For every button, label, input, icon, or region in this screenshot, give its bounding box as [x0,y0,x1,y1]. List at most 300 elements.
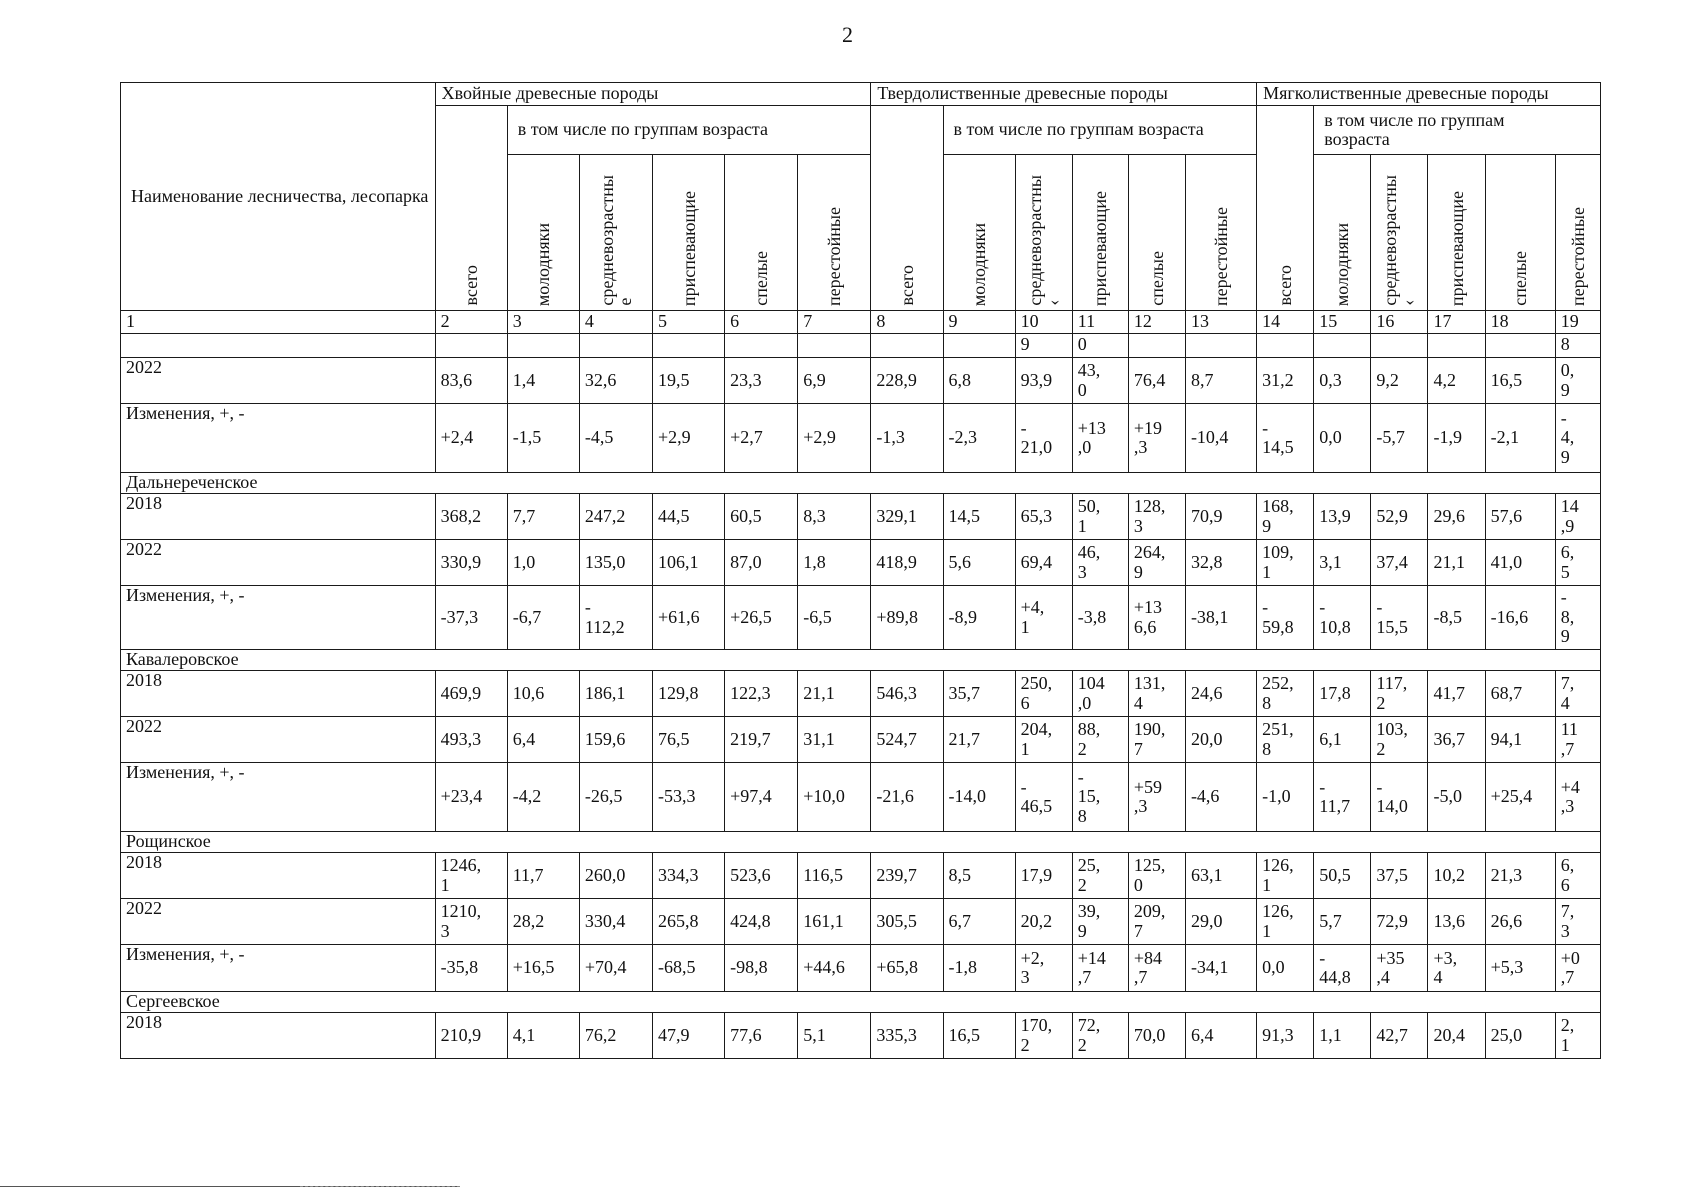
vertical-header: молодняки [1314,155,1371,311]
table-cell: 68,7 [1485,671,1555,717]
column-number-overflow [1428,334,1485,358]
table-cell: 76,2 [579,1013,652,1059]
table-cell: +14 ,7 [1072,945,1128,992]
section-row [121,473,1601,494]
table-cell: 330,9 [435,540,507,586]
table-cell: 93,9 [1015,358,1072,404]
table-cell: 26,6 [1485,899,1555,945]
table-cell: -1,5 [507,404,579,473]
column-number: 7 [798,311,871,334]
vertical-header: молодняки [507,155,579,311]
table-cell: 5,6 [943,540,1015,586]
row-label: 2018 [121,853,436,899]
vertical-header: всего [871,106,943,311]
table-cell: -4,5 [579,404,652,473]
table-cell: +89,8 [871,586,943,650]
table-cell: +2,9 [652,404,724,473]
table-cell: +84 ,7 [1128,945,1185,992]
table-cell: 1246, 1 [435,853,507,899]
table-cell: 77,6 [725,1013,798,1059]
table-cell: 69,4 [1015,540,1072,586]
table-cell: 116,5 [798,853,871,899]
table-cell: 60,5 [725,494,798,540]
table-cell: 129,8 [652,671,724,717]
table-cell: 524,7 [871,717,943,763]
table-cell: -21,6 [871,763,943,832]
vertical-header: спелые [725,155,798,311]
column-number: 4 [579,311,652,334]
table-cell: -8,9 [943,586,1015,650]
table-cell: 264, 9 [1128,540,1185,586]
table-cell: 493,3 [435,717,507,763]
group-header-hardwood: Твердолиственные древесные породы [871,83,1257,106]
table-cell: -6,5 [798,586,871,650]
column-number-overflow [1314,334,1371,358]
section-name: Кавалеровское [121,650,1601,671]
column-number: 3 [507,311,579,334]
column-number-overflow [1257,334,1314,358]
vertical-header: приспевающие [1428,155,1485,311]
table-cell: 44,5 [652,494,724,540]
age-group-subheader: в том числе по группам возраста [507,106,871,155]
table-cell: 6, 5 [1555,540,1600,586]
table-cell: - 46,5 [1015,763,1072,832]
column-number-overflow [1185,334,1256,358]
table-cell: 0,0 [1314,404,1371,473]
table-cell: 106,1 [652,540,724,586]
table-row [121,763,1601,832]
column-number: 17 [1428,311,1485,334]
table-cell: -26,5 [579,763,652,832]
table-cell: -4,6 [1185,763,1256,832]
table-cell: 13,9 [1314,494,1371,540]
table-cell: +70,4 [579,945,652,992]
table-cell: 16,5 [943,1013,1015,1059]
table-row [121,899,1601,945]
table-cell: 21,3 [1485,853,1555,899]
table-cell: 47,9 [652,1013,724,1059]
table-cell: 126, 1 [1257,853,1314,899]
table-cell: -10,4 [1185,404,1256,473]
column-number-overflow [798,334,871,358]
table-cell: 239,7 [871,853,943,899]
column-number-overflow [1371,334,1428,358]
table-cell: 4,1 [507,1013,579,1059]
table-cell: 50, 1 [1072,494,1128,540]
table-cell: 11 ,7 [1555,717,1600,763]
table-cell: +10,0 [798,763,871,832]
table-cell: 523,6 [725,853,798,899]
table-cell: 20,2 [1015,899,1072,945]
table-cell: 17,8 [1314,671,1371,717]
column-number: 16 [1371,311,1428,334]
table-cell: 91,3 [1257,1013,1314,1059]
table-cell: 418,9 [871,540,943,586]
table-cell: +19 ,3 [1128,404,1185,473]
table-cell: - 10,8 [1314,586,1371,650]
table-cell: - 21,0 [1015,404,1072,473]
table-cell: +25,4 [1485,763,1555,832]
table-cell: 210,9 [435,1013,507,1059]
table-cell: -3,8 [1072,586,1128,650]
table-cell: 21,7 [943,717,1015,763]
vertical-header: всего [435,106,507,311]
table-cell: 265,8 [652,899,724,945]
table-cell: 228,9 [871,358,943,404]
table-cell: 168, 9 [1257,494,1314,540]
table-cell: 42,7 [1371,1013,1428,1059]
table-cell: 1210, 3 [435,899,507,945]
table-cell: 1,0 [507,540,579,586]
table-cell: 2, 1 [1555,1013,1600,1059]
table-cell: 5,1 [798,1013,871,1059]
table-cell: 70,9 [1185,494,1256,540]
table-cell: 87,0 [725,540,798,586]
row-label: Изменения, +, - [121,586,436,650]
table-cell: 29,6 [1428,494,1485,540]
section-name: Дальнереченское [121,473,1601,494]
vertical-header: перестойные [1185,155,1256,311]
table-cell: +5,3 [1485,945,1555,992]
table-cell: 109, 1 [1257,540,1314,586]
table-cell: 8,7 [1185,358,1256,404]
table-cell: 103, 2 [1371,717,1428,763]
table-cell: 9,2 [1371,358,1428,404]
table-cell: -34,1 [1185,945,1256,992]
table-row [121,540,1601,586]
table-cell: +2,7 [725,404,798,473]
table-row [121,404,1601,473]
table-cell: +4 ,3 [1555,763,1600,832]
table-cell: 260,0 [579,853,652,899]
table-cell: +65,8 [871,945,943,992]
column-number: 13 [1185,311,1256,334]
row-label: Изменения, +, - [121,763,436,832]
table-cell: 76,4 [1128,358,1185,404]
table-cell: -14,0 [943,763,1015,832]
table-cell: 6,4 [507,717,579,763]
table-cell: 186,1 [579,671,652,717]
column-number: 19 [1555,311,1600,334]
column-number: 14 [1257,311,1314,334]
table-cell: +16,5 [507,945,579,992]
table-cell: 335,3 [871,1013,943,1059]
table-cell: 251, 8 [1257,717,1314,763]
column-number-overflow [579,334,652,358]
table-cell: 329,1 [871,494,943,540]
table-cell: - 11,7 [1314,763,1371,832]
table-cell: 23,3 [725,358,798,404]
column-number: 1 [121,311,436,334]
table-cell: - 8, 9 [1555,586,1600,650]
section-row [121,992,1601,1013]
table-row [121,1013,1601,1059]
table-cell: 37,4 [1371,540,1428,586]
section-row [121,832,1601,853]
table-cell: +13 ,0 [1072,404,1128,473]
table-cell: - 4, 9 [1555,404,1600,473]
table-cell: -98,8 [725,945,798,992]
table-cell: -1,9 [1428,404,1485,473]
table-cell: 305,5 [871,899,943,945]
table-cell: 41,7 [1428,671,1485,717]
table-cell: 117, 2 [1371,671,1428,717]
table-cell: 330,4 [579,899,652,945]
column-number-overflow: 9 [1015,334,1072,358]
table-cell: 29,0 [1185,899,1256,945]
section-row [121,650,1601,671]
row-label: 2018 [121,1013,436,1059]
column-number: 2 [435,311,507,334]
row-label: Изменения, +, - [121,945,436,992]
table-cell: 37,5 [1371,853,1428,899]
table-cell: -5,0 [1428,763,1485,832]
page-number: 2 [842,22,853,47]
column-number: 8 [871,311,943,334]
column-number: 18 [1485,311,1555,334]
age-group-subheader: в том числе по группам возраста [1314,106,1601,155]
table-cell: -38,1 [1185,586,1256,650]
table-cell: 50,5 [1314,853,1371,899]
table-cell: 334,3 [652,853,724,899]
table-cell: 39, 9 [1072,899,1128,945]
table-cell: -5,7 [1371,404,1428,473]
row-label: 2022 [121,717,436,763]
table-cell: 32,8 [1185,540,1256,586]
table-cell: -16,6 [1485,586,1555,650]
vertical-header: перестойные [798,155,871,311]
row-label: 2022 [121,358,436,404]
table-cell: 546,3 [871,671,943,717]
table-cell: +13 6,6 [1128,586,1185,650]
table-cell: 3,1 [1314,540,1371,586]
table-cell: +23,4 [435,763,507,832]
table-cell: +97,4 [725,763,798,832]
table-cell: 6,1 [1314,717,1371,763]
table-cell: 104 ,0 [1072,671,1128,717]
table-cell: 31,2 [1257,358,1314,404]
table-cell: 0,3 [1314,358,1371,404]
table-cell: 209, 7 [1128,899,1185,945]
table-cell: 14,5 [943,494,1015,540]
vertical-header: приспевающие [652,155,724,311]
table-cell: -2,1 [1485,404,1555,473]
table-cell: +4, 1 [1015,586,1072,650]
footer-rule-faint [300,1186,460,1187]
table-cell: 21,1 [1428,540,1485,586]
table-cell: 135,0 [579,540,652,586]
section-name: Сергеевское [121,992,1601,1013]
table-cell: -6,7 [507,586,579,650]
table-cell: 41,0 [1485,540,1555,586]
table-cell: -8,5 [1428,586,1485,650]
column-number: 11 [1072,311,1128,334]
table-cell: 122,3 [725,671,798,717]
table-cell: 16,5 [1485,358,1555,404]
table-cell: 24,6 [1185,671,1256,717]
table-cell: -1,8 [943,945,1015,992]
column-number: 12 [1128,311,1185,334]
table-row [121,586,1601,650]
table-cell: 126, 1 [1257,899,1314,945]
column-number-overflow [871,334,943,358]
table-cell: -68,5 [652,945,724,992]
row-label: 2022 [121,540,436,586]
table-cell: 70,0 [1128,1013,1185,1059]
table-cell: +0 ,7 [1555,945,1600,992]
table-cell: +61,6 [652,586,724,650]
table-cell: 1,8 [798,540,871,586]
table-cell: 424,8 [725,899,798,945]
table-cell: 88, 2 [1072,717,1128,763]
table-cell: +35 ,4 [1371,945,1428,992]
vertical-header: спелые [1128,155,1185,311]
table-cell: 7, 4 [1555,671,1600,717]
row-label: 2018 [121,671,436,717]
table-cell: - 59,8 [1257,586,1314,650]
table-cell: 36,7 [1428,717,1485,763]
row-label: 2018 [121,494,436,540]
table-cell: 57,6 [1485,494,1555,540]
vertical-header: средневозрастны е [579,155,652,311]
table-cell: -1,3 [871,404,943,473]
table-cell: 161,1 [798,899,871,945]
table-cell: 19,5 [652,358,724,404]
table-cell: +26,5 [725,586,798,650]
table-cell: -37,3 [435,586,507,650]
table-row [121,945,1601,992]
column-number-overflow [943,334,1015,358]
table-cell: 125, 0 [1128,853,1185,899]
table-cell: 13,6 [1428,899,1485,945]
column-number-overflow [652,334,724,358]
table-cell: 6,8 [943,358,1015,404]
table-cell: 20,0 [1185,717,1256,763]
vertical-header: спелые [1485,155,1555,311]
table-cell: 94,1 [1485,717,1555,763]
column-number: 9 [943,311,1015,334]
table-cell: 72, 2 [1072,1013,1128,1059]
table-cell: +3, 4 [1428,945,1485,992]
table-row [121,853,1601,899]
table-cell: 20,4 [1428,1013,1485,1059]
group-header-conifer: Хвойные древесные породы [435,83,871,106]
table-cell: 250, 6 [1015,671,1072,717]
table-cell: - 15,5 [1371,586,1428,650]
column-number-overflow [507,334,579,358]
age-group-subheader: в том числе по группам возраста [943,106,1257,155]
table-cell: - 44,8 [1314,945,1371,992]
table-cell: 25, 2 [1072,853,1128,899]
table-cell: 52,9 [1371,494,1428,540]
table-cell: 32,6 [579,358,652,404]
table-cell: 35,7 [943,671,1015,717]
table-cell: - 15, 8 [1072,763,1128,832]
table-cell: - 14,5 [1257,404,1314,473]
table-cell: 43, 0 [1072,358,1128,404]
table-cell: 76,5 [652,717,724,763]
table-row [121,494,1601,540]
table-cell: -53,3 [652,763,724,832]
table-cell: 6,4 [1185,1013,1256,1059]
table-cell: +2,4 [435,404,507,473]
table-cell: - 112,2 [579,586,652,650]
group-header-softwood: Мягколиственные древесные породы [1257,83,1601,106]
name-column-header: Наименование лесничества, лесопарка [121,83,436,311]
section-name: Рощинское [121,832,1601,853]
table-cell: 1,4 [507,358,579,404]
table-cell: 170, 2 [1015,1013,1072,1059]
table-cell: 6,9 [798,358,871,404]
column-number-overflow [121,334,436,358]
table-cell: 10,6 [507,671,579,717]
table-cell: +2,9 [798,404,871,473]
table-cell: 204, 1 [1015,717,1072,763]
table-cell: 46, 3 [1072,540,1128,586]
table-cell: 1,1 [1314,1013,1371,1059]
vertical-header: средневозрастны ‹ [1015,155,1072,311]
table-cell: 28,2 [507,899,579,945]
table-cell: 31,1 [798,717,871,763]
row-label: Изменения, +, - [121,404,436,473]
table-cell: 17,9 [1015,853,1072,899]
table-cell: 4,2 [1428,358,1485,404]
column-number: 6 [725,311,798,334]
row-label: 2022 [121,899,436,945]
column-number-overflow: 8 [1555,334,1600,358]
table-cell: 8,3 [798,494,871,540]
column-number-overflow [435,334,507,358]
table-row [121,717,1601,763]
table-row [121,358,1601,404]
table-cell: 83,6 [435,358,507,404]
column-number-overflow [725,334,798,358]
table-cell: 0, 9 [1555,358,1600,404]
column-number: 10 [1015,311,1072,334]
table-cell: 131, 4 [1128,671,1185,717]
table-cell: 252, 8 [1257,671,1314,717]
table-cell: 65,3 [1015,494,1072,540]
table-cell: 5,7 [1314,899,1371,945]
table-cell: -2,3 [943,404,1015,473]
table-cell: 8,5 [943,853,1015,899]
vertical-header: приспевающие [1072,155,1128,311]
table-cell: 21,1 [798,671,871,717]
table-cell: 7, 3 [1555,899,1600,945]
table-cell: 128, 3 [1128,494,1185,540]
table-cell: 6,7 [943,899,1015,945]
table-cell: 469,9 [435,671,507,717]
table-cell: 159,6 [579,717,652,763]
vertical-header: перестойные [1555,155,1600,311]
table-cell: 190, 7 [1128,717,1185,763]
column-number-overflow [1128,334,1185,358]
table-cell: +59 ,3 [1128,763,1185,832]
table-cell: 63,1 [1185,853,1256,899]
table-cell: 7,7 [507,494,579,540]
table-cell: -1,0 [1257,763,1314,832]
table-cell: 247,2 [579,494,652,540]
forest-age-table [120,82,1601,1059]
table-cell: 219,7 [725,717,798,763]
vertical-header: всего [1257,106,1314,311]
table-row [121,671,1601,717]
table-cell: 10,2 [1428,853,1485,899]
table-cell: 11,7 [507,853,579,899]
table-cell: 14 ,9 [1555,494,1600,540]
column-number: 5 [652,311,724,334]
table-cell: -35,8 [435,945,507,992]
